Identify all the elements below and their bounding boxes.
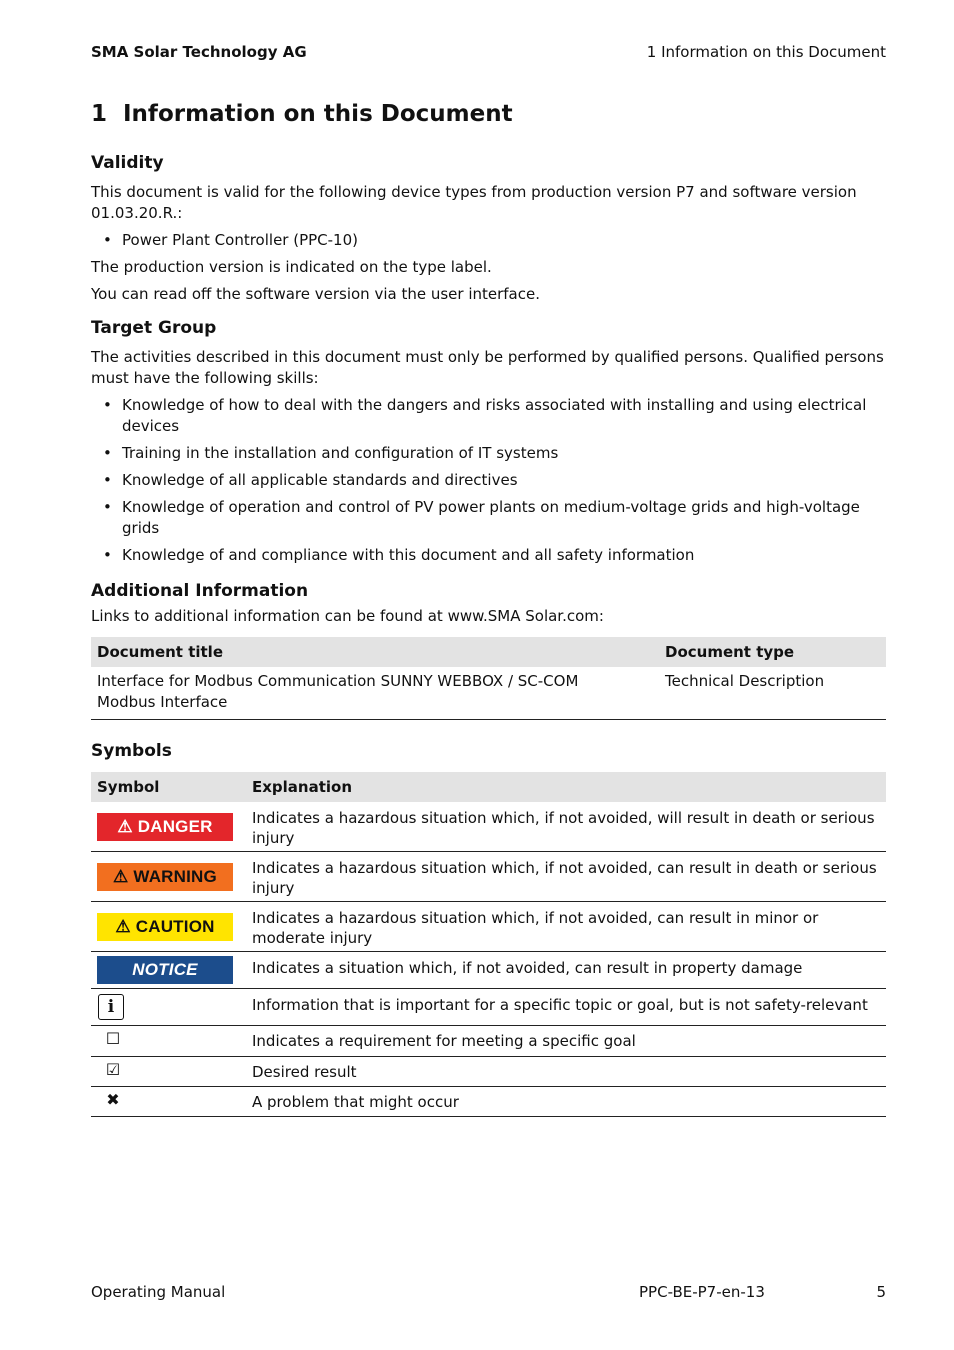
table-row <box>91 667 886 720</box>
list-item: • Power Plant Controller (PPC-10) <box>103 231 359 249</box>
explanation-cell: A problem that might occur <box>246 1087 886 1117</box>
validity-line-1: The production version is indicated on the type label. <box>91 258 492 276</box>
document-type-cell: Technical Description <box>659 667 886 720</box>
bullet-icon: • <box>103 471 112 489</box>
table-header-row <box>91 637 886 667</box>
chapter-title: Information on this Document <box>123 101 513 127</box>
table-row <box>91 852 886 902</box>
footer-manual: Operating Manual <box>91 1283 226 1301</box>
table-row <box>91 1057 886 1087</box>
document-title-cell: Interface for Modbus Communication SUNNY WEBBOX / SC-COM Modbus Interface <box>91 667 659 720</box>
footer-doc-code: PPC-BE-P7-en-13 <box>639 1283 765 1301</box>
explanation-cell: Indicates a hazardous situation which, if not avoided, will result in death or serious injury <box>246 802 886 852</box>
explanation-cell: Indicates a situation which, if not avoided, can result in property damage <box>246 952 886 989</box>
list-item: • Knowledge of and compliance with this document and all safety information <box>103 546 695 564</box>
explanation-cell: Indicates a hazardous situation which, if not avoided, can result in minor or moderate injury <box>246 902 886 952</box>
bullet-icon: • <box>103 444 112 462</box>
header-company: SMA Solar Technology AG <box>91 43 307 61</box>
cross-icon: ✖ <box>106 1090 120 1109</box>
list-item: • Knowledge of all applicable standards and directives <box>103 471 518 489</box>
caution-badge: ⚠ CAUTION <box>97 913 233 941</box>
explanation-cell: Indicates a hazardous situation which, if not avoided, can result in death or serious injury <box>246 852 886 902</box>
symbols-heading: Symbols <box>91 741 172 761</box>
col-document-type: Document type <box>659 637 886 667</box>
notice-badge: NOTICE <box>97 956 233 984</box>
warning-badge: ⚠ WARNING <box>97 863 233 891</box>
list-item: • Knowledge of operation and control of PV power plants on medium-voltage grids and high-voltage grids <box>103 498 860 537</box>
explanation-cell: Information that is important for a specific topic or goal, but is not safety-relevant <box>246 989 886 1026</box>
chapter-number: 1 <box>91 101 108 127</box>
documents-table <box>91 637 886 720</box>
document-page <box>91 0 886 1350</box>
main-content <box>91 150 886 1117</box>
col-document-title: Document title <box>91 637 659 667</box>
bullet-icon: • <box>103 498 112 516</box>
col-explanation: Explanation <box>246 772 886 802</box>
table-row <box>91 989 886 1026</box>
explanation-cell: Desired result <box>246 1057 886 1087</box>
list-item: • Knowledge of how to deal with the dangers and risks associated with installing and using electrical devices <box>103 396 867 435</box>
chapter-heading <box>91 101 513 127</box>
table-row <box>91 802 886 852</box>
checkbox-checked-icon: ☑ <box>105 1060 121 1079</box>
explanation-cell: Indicates a requirement for meeting a specific goal <box>246 1026 886 1057</box>
symbols-table <box>91 772 886 1117</box>
col-symbol: Symbol <box>91 772 246 802</box>
skills-list <box>91 395 886 566</box>
additional-info-heading: Additional Information <box>91 581 309 601</box>
checkbox-empty-icon: ☐ <box>105 1029 121 1048</box>
header-section: 1 Information on this Document <box>646 43 886 61</box>
target-group-heading: Target Group <box>91 318 217 338</box>
validity-line-2: You can read off the software version via the user interface. <box>91 285 540 303</box>
table-row <box>91 1087 886 1117</box>
additional-info-intro: Links to additional information can be found at www.SMA Solar.com: <box>91 607 604 625</box>
danger-badge: ⚠ DANGER <box>97 813 233 841</box>
table-row <box>91 1026 886 1057</box>
table-row <box>91 902 886 952</box>
bullet-icon: • <box>103 396 112 414</box>
list-item: • Training in the installation and configuration of IT systems <box>103 444 559 462</box>
info-icon: i <box>98 994 124 1020</box>
bullet-icon: • <box>103 546 112 564</box>
validity-intro: This document is valid for the following device types from production version P7 and software version 01.03.20.R.: <box>91 183 857 222</box>
target-group-intro: The activities described in this document must only be performed by qualified persons. Qualified persons must have the following skills: <box>91 348 884 387</box>
validity-heading: Validity <box>91 153 164 173</box>
table-header-row <box>91 772 886 802</box>
bullet-icon: • <box>103 231 112 249</box>
page-number: 5 <box>876 1283 886 1301</box>
device-list <box>91 230 886 251</box>
table-row <box>91 952 886 989</box>
